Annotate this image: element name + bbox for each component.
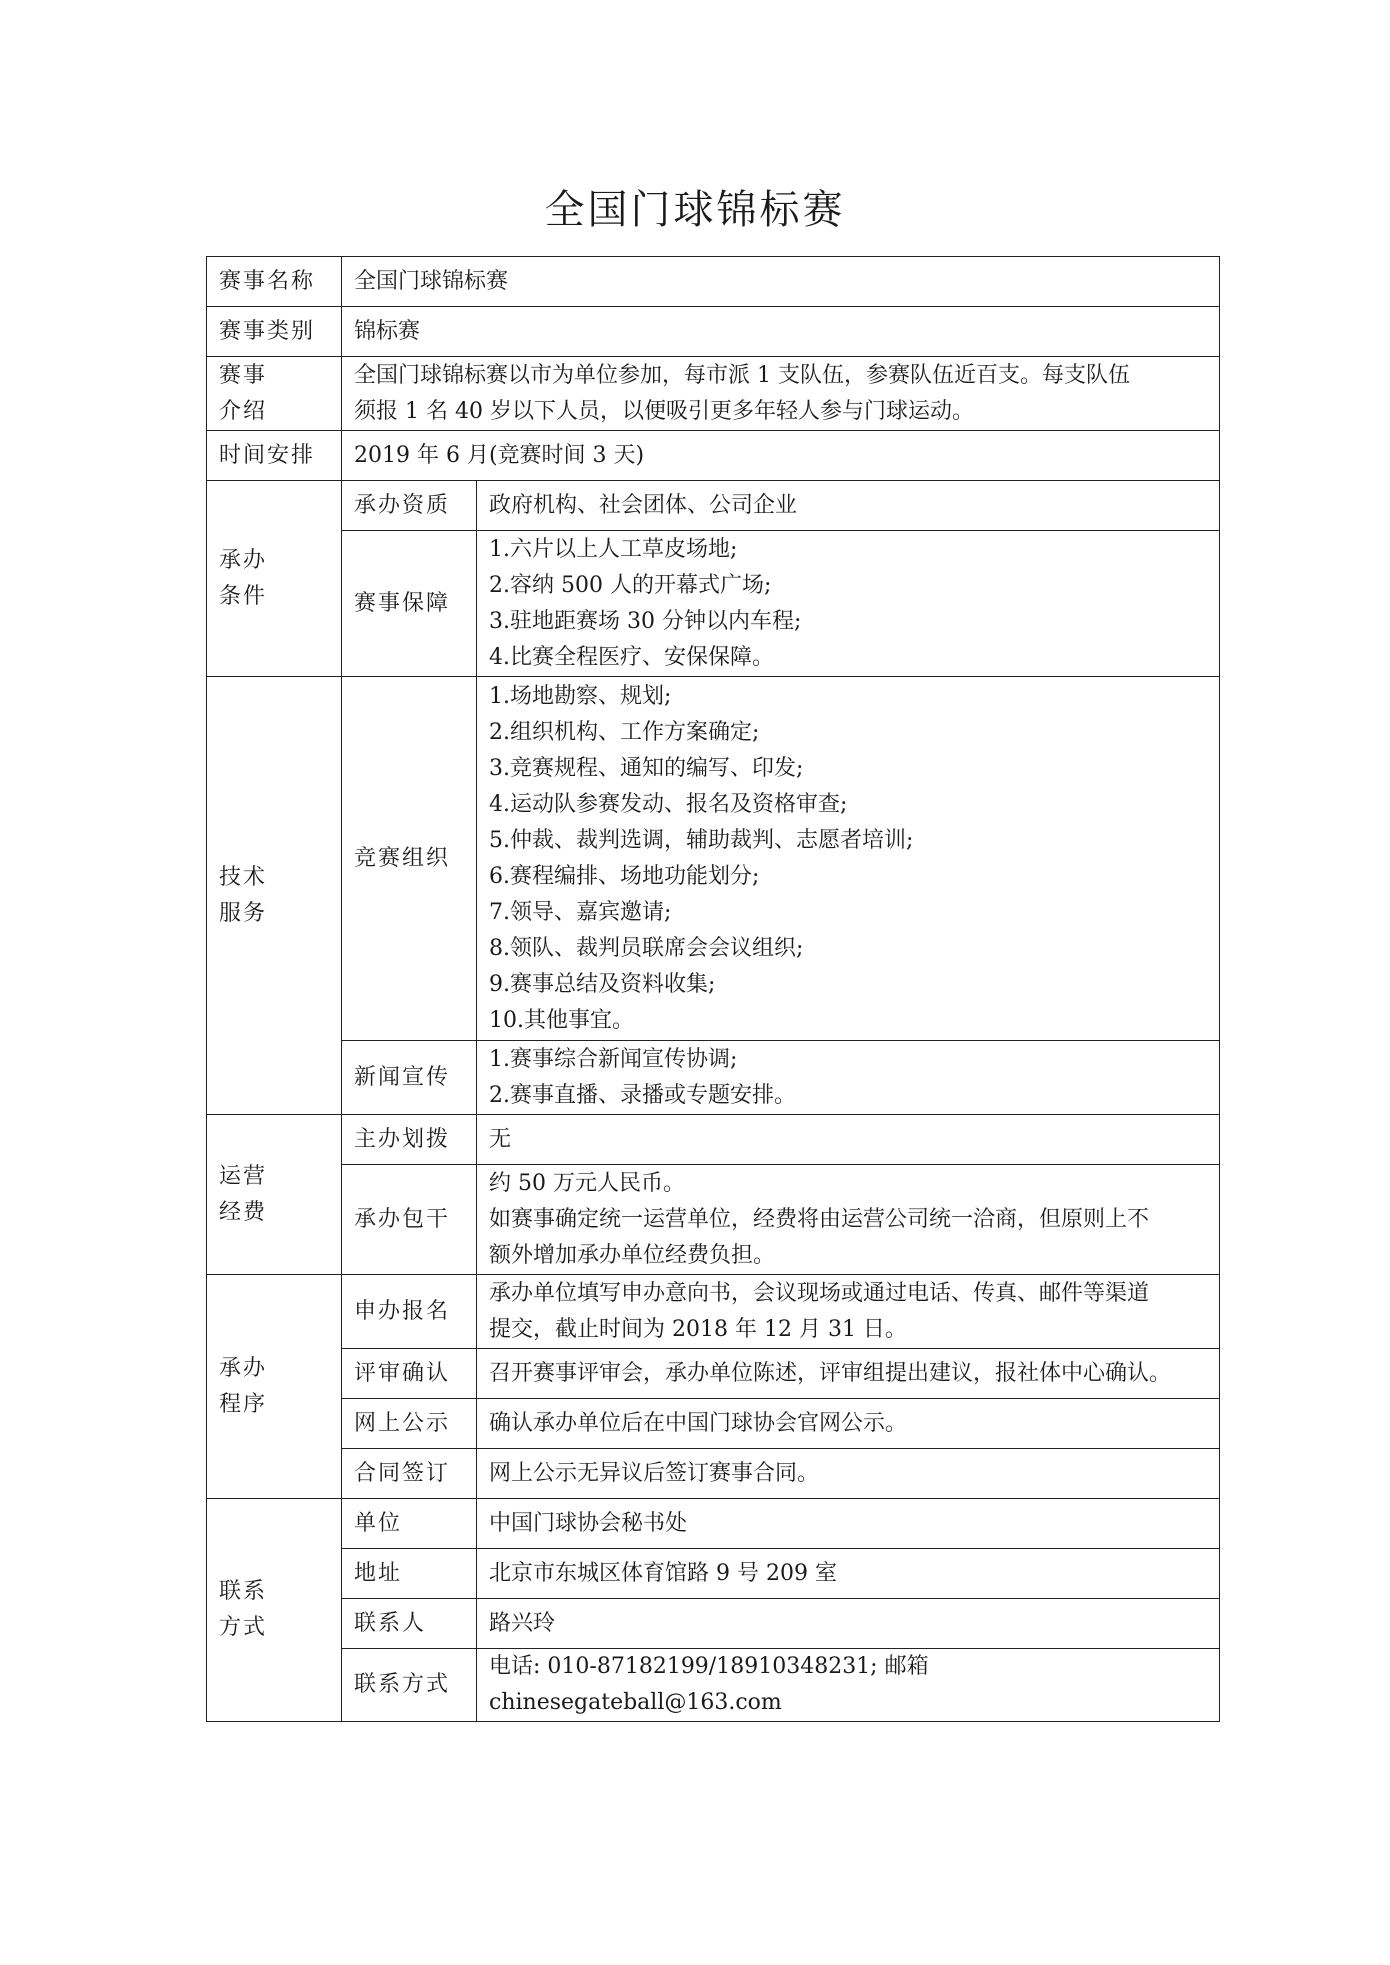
list-item: 4.运动队参赛发动、报名及资格审查;: [489, 791, 848, 817]
list-item: 7.领导、嘉宾邀请;: [489, 899, 672, 925]
event-info-table: [206, 256, 1220, 1722]
value-event-intro: 全国门球锦标赛以市为单位参加，每市派 1 支队伍，参赛队伍近百支。每支队伍 须报 1 名 40 岁以下人员，以便吸引更多年轻人参与门球运动。: [342, 357, 1220, 431]
label-event-guarantee: 赛事保障: [342, 531, 477, 677]
label-organizer-funding: 主办划拨: [342, 1115, 477, 1165]
list-item: 5.仲裁、裁判选调，辅助裁判、志愿者培训;: [489, 827, 914, 853]
row-host-qualification: [207, 481, 1220, 531]
row-contact-method: [207, 1649, 1220, 1722]
label-contact-method: 联系方式: [342, 1649, 477, 1722]
list-item: 4.比赛全程医疗、安保保障。: [489, 644, 774, 670]
list-item: 2.容纳 500 人的开幕式广场;: [489, 572, 772, 598]
list-news-publicity: [477, 1041, 1220, 1115]
list-competition-organization: [477, 677, 1220, 1041]
list-item: 3.驻地距赛场 30 分钟以内车程;: [489, 608, 802, 634]
value-contact-method: 电话: 010-87182199/18910348231; 邮箱 chinesegateball@163.com: [477, 1649, 1220, 1722]
row-schedule: [207, 431, 1220, 481]
value-contractor-funding: 约 50 万元人民币。 如赛事确定统一运营单位，经费将由运营公司统一洽商，但原则上不 额外增加承办单位经费负担。: [477, 1165, 1220, 1275]
value-contact-unit: 中国门球协会秘书处: [477, 1499, 1220, 1549]
label-online-publicity: 网上公示: [342, 1399, 477, 1449]
row-event-intro: [207, 357, 1220, 431]
value-event-category: 锦标赛: [342, 307, 1220, 357]
row-event-category: [207, 307, 1220, 357]
value-contact-address: 北京市东城区体育馆路 9 号 209 室: [477, 1549, 1220, 1599]
row-contact-unit: [207, 1499, 1220, 1549]
label-contact-address: 地址: [342, 1549, 477, 1599]
label-event-intro: 赛事 介绍: [207, 357, 342, 431]
label-contact: 联系 方式: [207, 1499, 342, 1722]
label-review-confirmation: 评审确认: [342, 1349, 477, 1399]
value-schedule: 2019 年 6 月(竞赛时间 3 天): [342, 431, 1220, 481]
label-funding: 运营 经费: [207, 1115, 342, 1275]
label-procedure: 承办 程序: [207, 1275, 342, 1499]
value-bid-application: 承办单位填写申办意向书，会议现场或通过电话、传真、邮件等渠道 提交，截止时间为 2018 年 12 月 31 日。: [477, 1275, 1220, 1349]
list-item: 2.赛事直播、录播或专题安排。: [489, 1082, 796, 1108]
row-contract-signing: [207, 1449, 1220, 1499]
label-schedule: 时间安排: [207, 431, 342, 481]
row-online-publicity: [207, 1399, 1220, 1449]
row-contact-person: [207, 1599, 1220, 1649]
label-host-qualification: 承办资质: [342, 481, 477, 531]
label-event-category: 赛事类别: [207, 307, 342, 357]
row-competition-organization: [207, 677, 1220, 1041]
label-contact-person: 联系人: [342, 1599, 477, 1649]
list-item: 9.赛事总结及资料收集;: [489, 971, 716, 997]
page-title: 全国门球锦标赛: [544, 187, 846, 233]
list-item: 3.竞赛规程、通知的编写、印发;: [489, 755, 804, 781]
list-item: 1.赛事综合新闻宣传协调;: [489, 1046, 738, 1072]
value-host-qualification: 政府机构、社会团体、公司企业: [477, 481, 1220, 531]
list-item: 1.六片以上人工草皮场地;: [489, 536, 738, 562]
row-event-name: [207, 257, 1220, 307]
row-news-publicity: [207, 1041, 1220, 1115]
list-item: 8.领队、裁判员联席会会议组织;: [489, 935, 804, 961]
row-bid-application: [207, 1275, 1220, 1349]
label-contractor-funding: 承办包干: [342, 1165, 477, 1275]
value-event-name: 全国门球锦标赛: [342, 257, 1220, 307]
row-contractor-funding: [207, 1165, 1220, 1275]
label-contact-unit: 单位: [342, 1499, 477, 1549]
list-event-guarantee: [477, 531, 1220, 677]
label-competition-organization: 竞赛组织: [342, 677, 477, 1041]
label-contract-signing: 合同签订: [342, 1449, 477, 1499]
row-review-confirmation: [207, 1349, 1220, 1399]
value-online-publicity: 确认承办单位后在中国门球协会官网公示。: [477, 1399, 1220, 1449]
list-item: 1.场地勘察、规划;: [489, 683, 672, 709]
label-news-publicity: 新闻宣传: [342, 1041, 477, 1115]
list-item: 6.赛程编排、场地功能划分;: [489, 863, 760, 889]
value-organizer-funding: 无: [477, 1115, 1220, 1165]
list-item: 10.其他事宜。: [489, 1007, 634, 1033]
label-tech-service: 技术 服务: [207, 677, 342, 1115]
value-contract-signing: 网上公示无异议后签订赛事合同。: [477, 1449, 1220, 1499]
value-contact-person: 路兴玲: [477, 1599, 1220, 1649]
row-contact-address: [207, 1549, 1220, 1599]
list-item: 2.组织机构、工作方案确定;: [489, 719, 760, 745]
value-review-confirmation: 召开赛事评审会，承办单位陈述，评审组提出建议，报社体中心确认。: [477, 1349, 1220, 1399]
label-event-name: 赛事名称: [207, 257, 342, 307]
row-event-guarantee: [207, 531, 1220, 677]
row-organizer-funding: [207, 1115, 1220, 1165]
label-bid-application: 申办报名: [342, 1275, 477, 1349]
label-host-conditions: 承办 条件: [207, 481, 342, 677]
